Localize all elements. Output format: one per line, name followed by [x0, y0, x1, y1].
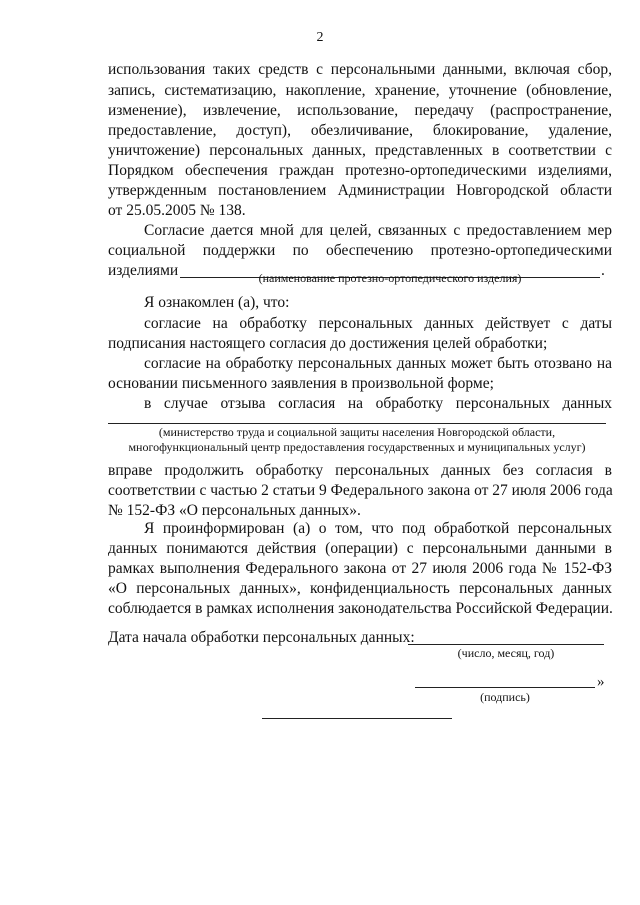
date-label: Дата начала обработки персональных данных: — [108, 629, 415, 646]
paragraph-1-line-7: утвержденным постановлением Администрации Новгородской области — [108, 182, 612, 199]
organization-field-line — [108, 423, 606, 424]
acknowledge-title: Я ознакомлен (а), что: — [144, 294, 290, 311]
paragraph-3-line-3: № 152-ФЗ «О персональных данных». — [108, 502, 361, 519]
page-number: 2 — [316, 30, 324, 45]
item-2-line-1: согласие на обработку персональных данных может быть отозвано на — [144, 355, 612, 372]
paragraph-1-line-2: запись, систематизацию, накопление, хранение, уточнение (обновление, — [108, 82, 612, 99]
organization-caption-line-2: многофункциональный центр предоставления государственных и муниципальных услуг) — [128, 440, 586, 454]
signature-caption: (подпись) — [480, 690, 530, 704]
product-name-caption: (наименование протезно-ортопедического изделия) — [258, 271, 522, 285]
paragraph-2-line-3: изделиями — [108, 262, 179, 279]
paragraph-3-line-2: соответствии с частью 2 статьи 9 Федерального закона от 27 июля 2006 года — [108, 482, 613, 499]
date-caption: (число, месяц, год) — [457, 646, 555, 660]
paragraph-1-line-4: предоставление, доступ), обезличивание, блокирование, удаление, — [108, 122, 612, 139]
paragraph-1-line-5: уничтожение) персональных данных, представленных в соответствии с — [108, 142, 612, 159]
paragraph-1-line-6: Порядком обеспечения граждан протезно-ортопедическими изделиями, — [108, 162, 612, 179]
paragraph-4-line-3: рамках выполнения Федерального закона от 27 июля 2006 года № 152-ФЗ — [108, 560, 612, 577]
closing-separator — [262, 718, 452, 719]
paragraph-1-line-1: использования таких средств с персональными данными, включая сбор, — [108, 61, 612, 78]
item-3-line-1: в случае отзыва согласия на обработку персональных данных — [144, 395, 612, 412]
paragraph-3-line-1: вправе продолжить обработку персональных данных без согласия в — [108, 462, 612, 479]
paragraph-2-end: . — [601, 262, 605, 279]
item-1-line-2: подписания настоящего согласия до достижения целей обработки; — [108, 335, 548, 352]
item-1-line-1: согласие на обработку персональных данных действует с даты — [144, 315, 612, 332]
signature-quote: » — [597, 674, 605, 690]
paragraph-4-line-1: Я проинформирован (а) о том, что под обработкой персональных — [144, 520, 612, 537]
paragraph-2-line-1: Согласие дается мной для целей, связанных с предоставлением мер — [144, 222, 612, 239]
paragraph-1-line-3: изменение), извлечение, использование, передачу (распространение, — [108, 102, 612, 119]
signature-field-line — [415, 687, 595, 688]
paragraph-4-line-5: соблюдается в рамках исполнения законодательства Российской Федерации. — [108, 600, 613, 617]
organization-caption-line-1: (министерство труда и социальной защиты населения Новгородской области, — [158, 425, 556, 439]
item-2-line-2: основании письменного заявления в произвольной форме; — [108, 375, 494, 392]
paragraph-2-line-2: социальной поддержки по обеспечению протезно-ортопедическими — [108, 242, 612, 259]
date-field-line — [408, 644, 604, 645]
paragraph-4-line-2: данных понимаются действия (операции) с персональными данными в — [108, 540, 612, 557]
paragraph-4-line-4: «О персональных данных», конфиденциальность персональных данных — [108, 580, 612, 597]
paragraph-1-line-8: от 25.05.2005 № 138. — [108, 202, 246, 219]
